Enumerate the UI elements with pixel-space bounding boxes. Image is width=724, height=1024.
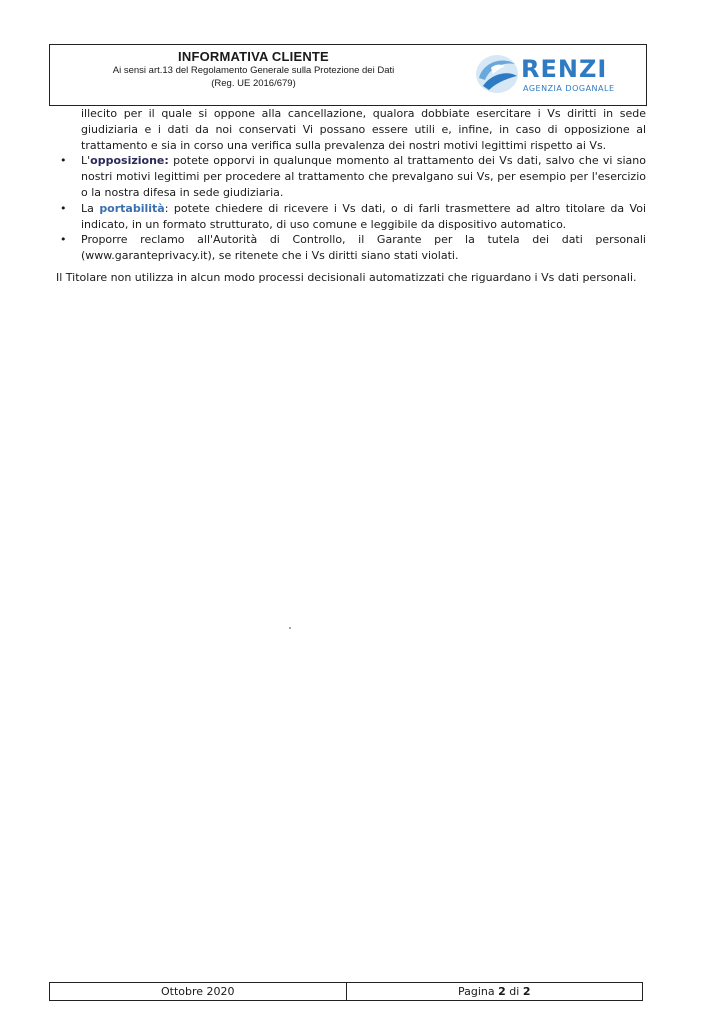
closing-paragraph: Il Titolare non utilizza in alcun modo processi decisionali automatizzati che riguardano i Vs dati personali.	[56, 270, 637, 284]
list-item	[56, 153, 646, 200]
bullet-icon: •	[60, 154, 67, 168]
renzi-logo-icon	[473, 52, 521, 96]
document-body	[56, 106, 646, 286]
list-item-prefix: L'	[81, 154, 91, 168]
scan-speck	[289, 627, 291, 629]
logo-tagline: AGENZIA DOGANALE	[523, 84, 615, 93]
header-title-block	[50, 45, 457, 105]
term-opposizione: opposizione:	[90, 154, 169, 168]
list-item-text: potete opporvi in qualunque momento al trattamento dei Vs dati, salvo che vi siano nostri motivi legittimi per procedere al trattamento che prevalgano sui Vs, per esempio per l'esercizio o la nostra difesa in sede giudiziaria.	[81, 154, 646, 199]
bullet-icon: •	[60, 201, 67, 215]
logo-name: RENZI	[521, 55, 608, 83]
list-item-text: Proporre reclamo all'Autorità di Controllo, il Garante per la tutela dei dati personali (www.garanteprivacy.it), se ritenete che i Vs diritti siano stati violati.	[81, 233, 646, 263]
list-item-text: : potete chiedere di ricevere i Vs dati, o di farli trasmettere ad altro titolare da Voi indicato, in un formato strutturato, di uso comune e leggibile da dispositivo automatico.	[81, 201, 647, 231]
list-item-prefix: La	[81, 201, 100, 215]
bullet-icon: •	[60, 233, 67, 247]
document-header	[49, 44, 647, 106]
page-current: 2	[498, 985, 506, 998]
page-total: 2	[522, 985, 531, 998]
list-item	[56, 232, 646, 264]
document-title: INFORMATIVA CLIENTE	[178, 49, 329, 64]
footer-page-number	[346, 983, 643, 1000]
list-item	[56, 201, 646, 233]
term-portabilita: portabilità	[99, 201, 165, 215]
page-label: Pagina	[458, 985, 495, 998]
footer-date: Ottobre 2020	[160, 985, 235, 998]
document-regulation: (Reg. UE 2016/679)	[211, 78, 296, 89]
document-footer	[49, 982, 643, 1001]
page-separator: di	[509, 985, 520, 998]
continuation-paragraph: illecito per il quale si oppone alla cancellazione, qualora dobbiate esercitare i Vs diritti in sede giudiziaria e i dati da noi conservati Vi possano essere utili e, infine, in caso di opposizione al trattamento e sia in corso una verifica sulla prevalenza dei nostri motivi legittimi rispetto ai Vs.	[81, 107, 646, 152]
rights-list	[56, 153, 646, 264]
document-subtitle: Ai sensi art.13 del Regolamento Generale sulla Protezione dei Dati	[112, 65, 395, 76]
company-logo	[457, 45, 646, 105]
